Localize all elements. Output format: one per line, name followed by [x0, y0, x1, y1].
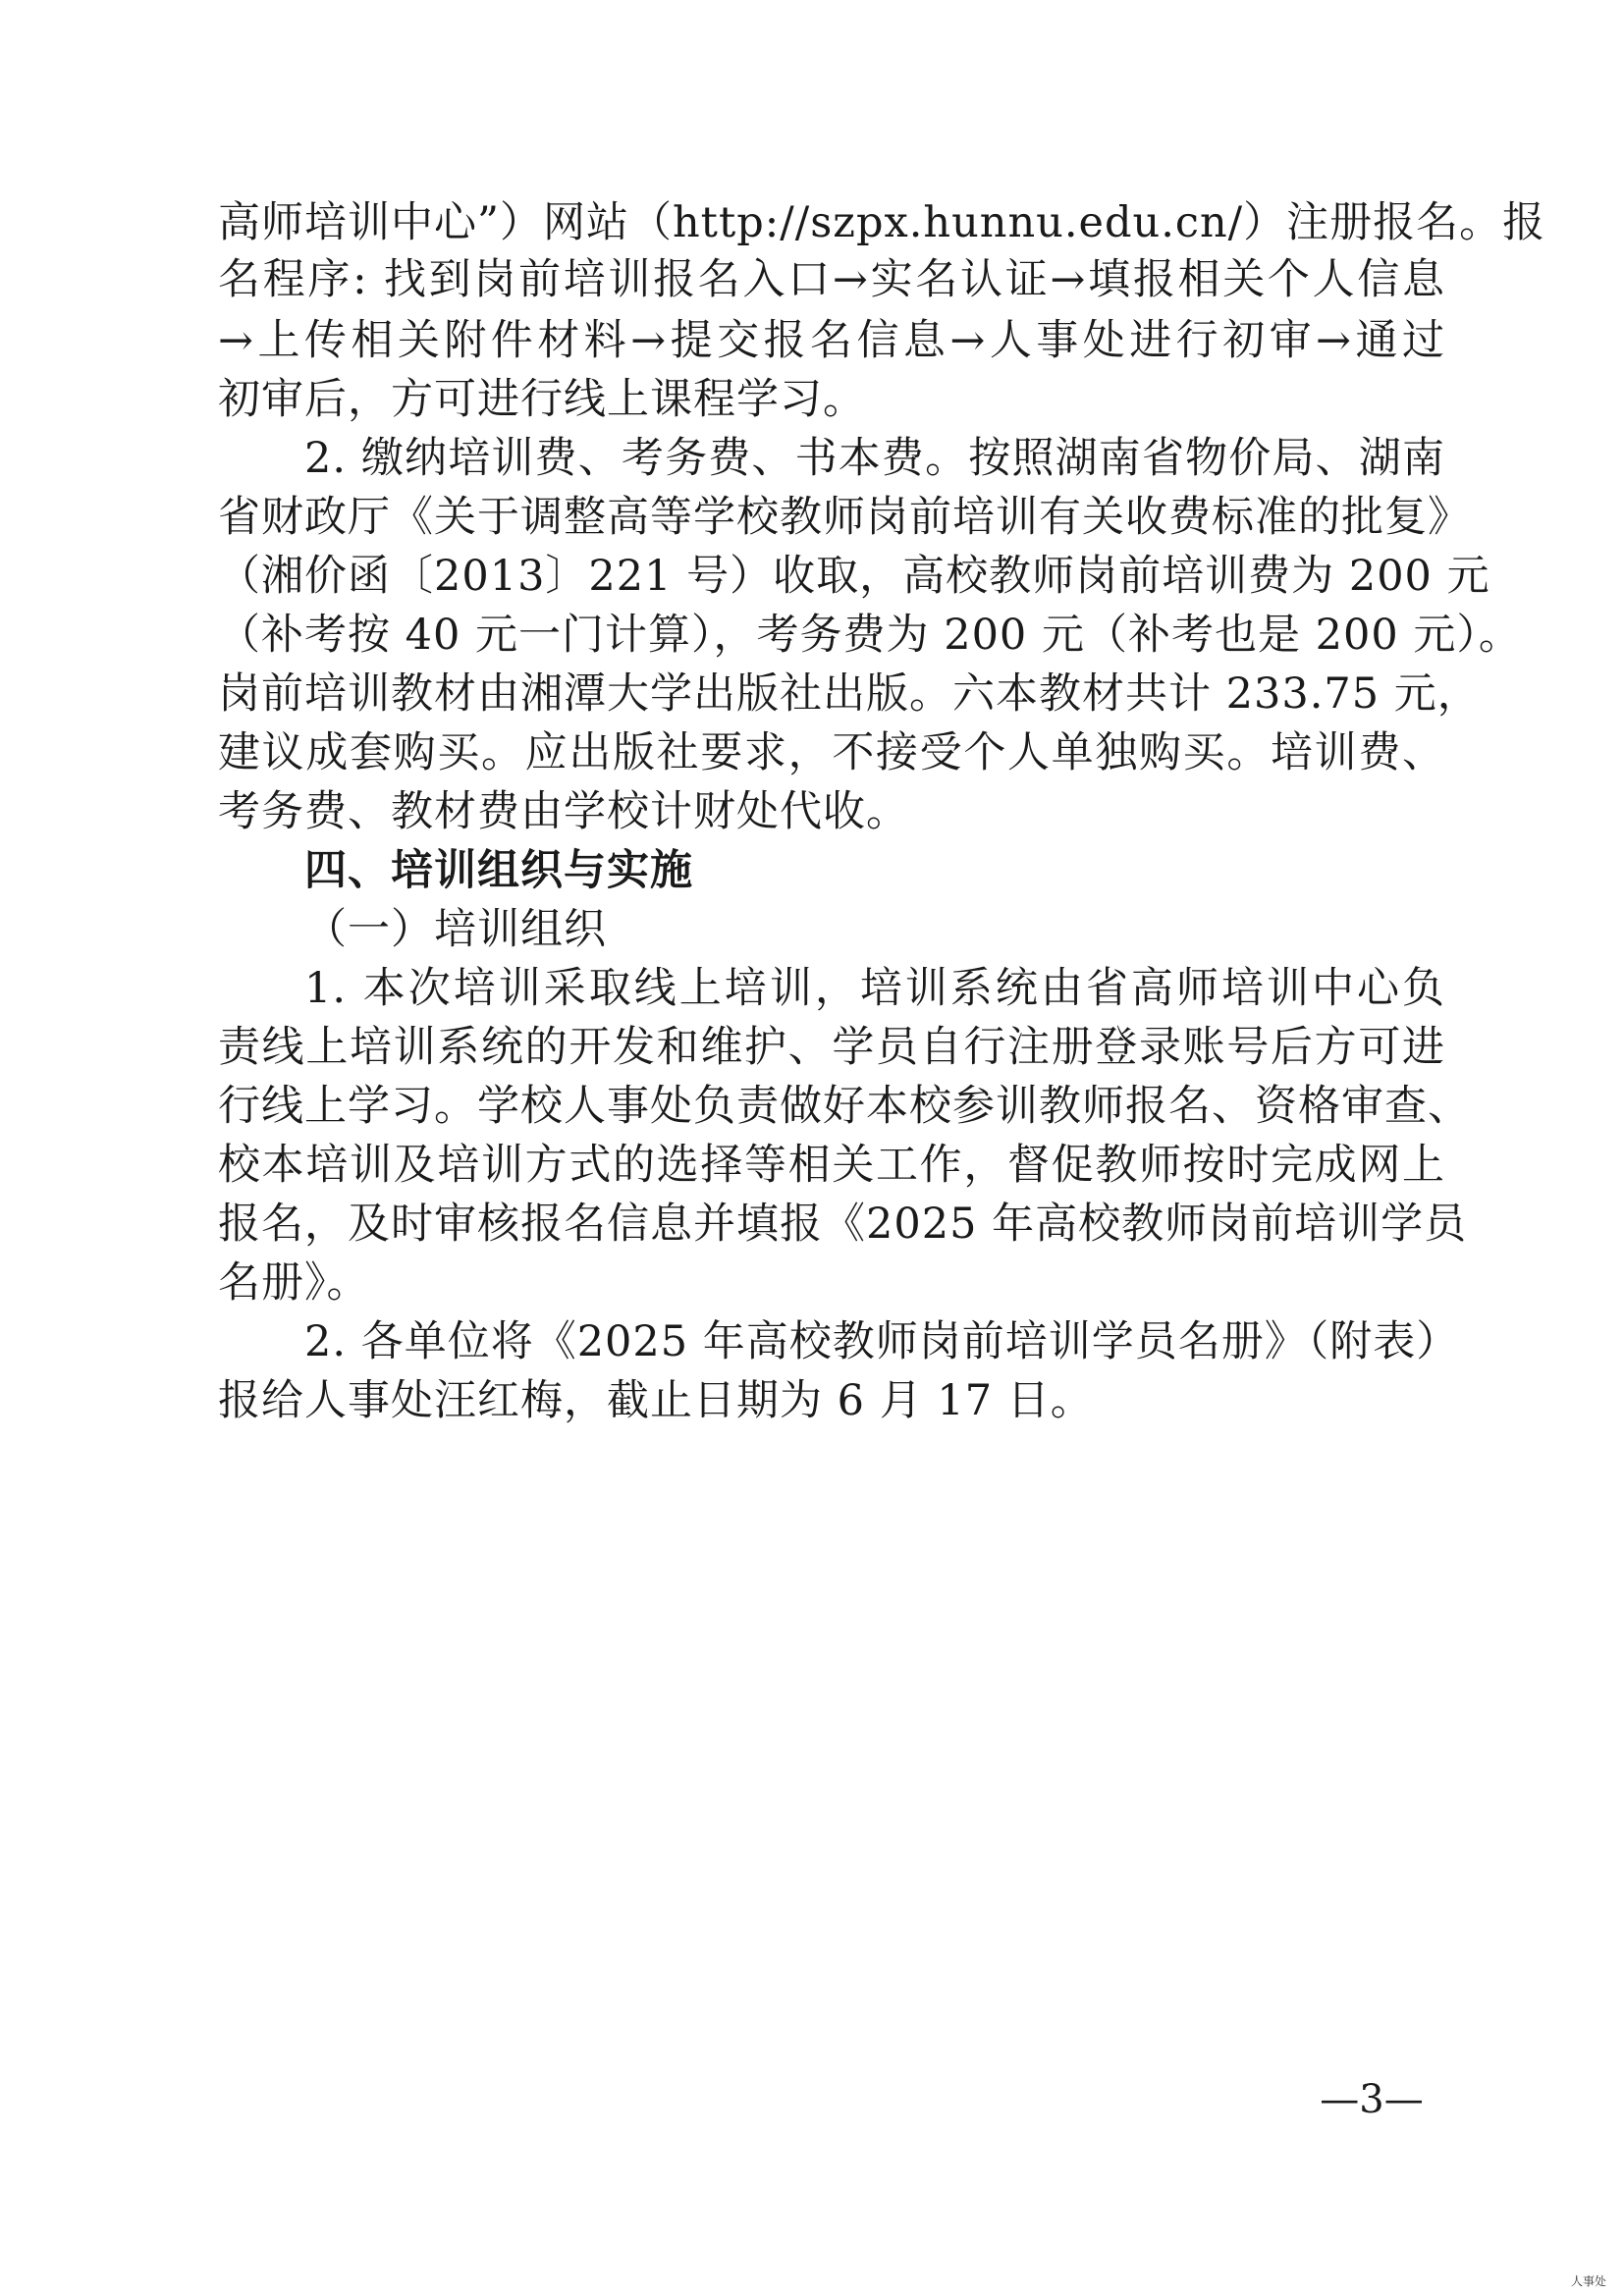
paragraph-line: 2. 缴纳培训费、考务费、书本费。按照湖南省物价局、湖南: [304, 434, 1445, 483]
paragraph-line: 行线上学习。学校人事处负责做好本校参训教师报名、资格审查、: [218, 1082, 1471, 1131]
paragraph-line: 初审后，方可进行线上课程学习。: [218, 375, 866, 424]
paragraph-line: 岗前培训教材由湘潭大学出版社出版。六本教材共计 233.75 元，: [218, 669, 1481, 719]
paragraph-line: 名程序: 找到岗前培训报名入口→实名认证→填报相关个人信息: [218, 255, 1445, 304]
paragraph-line: （补考按 40 元一门计算），考务费为 200 元（补考也是 200 元）。: [218, 611, 1522, 660]
paragraph-line: 考务费、教材费由学校计财处代收。: [218, 787, 909, 836]
paragraph-line: （湘价函〔2013〕221 号）收取，高校教师岗前培训费为 200 元: [218, 552, 1490, 601]
paragraph-line: 名册》。: [218, 1258, 370, 1308]
subsection-heading: （一）培训组织: [304, 905, 607, 954]
paragraph-line: 省财政厅《关于调整高等学校教师岗前培训有关收费标准的批复》: [218, 493, 1471, 542]
paragraph-line: →上传相关附件材料→提交报名信息→人事处进行初审→通过: [218, 316, 1445, 365]
watermark-label: 人事处: [1571, 2274, 1607, 2288]
paragraph-line: 责线上培训系统的开发和维护、学员自行注册登录账号后方可进: [218, 1023, 1445, 1072]
paragraph-line: 高师培训中心”）网站（http://szpx.hunnu.edu.cn/）注册报名。报: [218, 198, 1546, 247]
paragraph-line: 1. 本次培训采取线上培训，培训系统由省高师培训中心负: [304, 964, 1445, 1013]
paragraph-line: 报名，及时审核报名信息并填报《2025 年高校教师岗前培训学员: [218, 1200, 1468, 1249]
section-heading: 四、培训组织与实施: [304, 846, 693, 895]
paragraph-line: 建议成套购买。应出版社要求，不接受个人单独购买。培训费、: [218, 728, 1445, 777]
paragraph-line: 报给人事处汪红梅，截止日期为 6 月 17 日。: [218, 1376, 1094, 1425]
page-number: —3—: [1320, 2077, 1424, 2122]
paragraph-line: 校本培训及培训方式的选择等相关工作，督促教师按时完成网上: [218, 1141, 1445, 1190]
paragraph-line: 2. 各单位将《2025 年高校教师岗前培训学员名册》（附表）: [304, 1317, 1460, 1366]
